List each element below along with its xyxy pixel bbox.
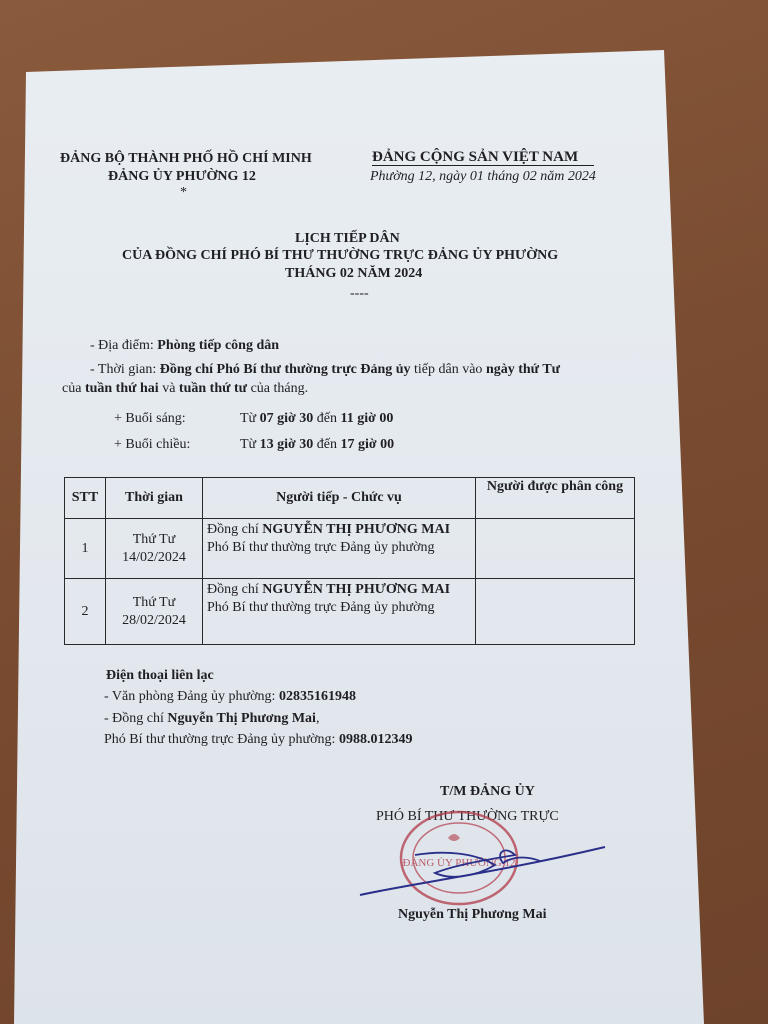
morning-time [240, 410, 393, 428]
location-line [90, 337, 279, 355]
contact-heading: Điện thoại liên lạc [106, 668, 214, 683]
row-time [106, 519, 203, 579]
contact-office-label: - Văn phòng Đảng ủy phường: [104, 689, 279, 704]
row-day: Thứ Tư [132, 594, 176, 610]
row-date: 28/02/2024 [122, 612, 186, 628]
header-underline [372, 165, 594, 166]
row-position: Phó Bí thư thường trực Đảng ủy phường [207, 540, 435, 555]
time-part-7: của tháng. [247, 381, 309, 396]
header-party-committee: ĐẢNG BỘ THÀNH PHỐ HỒ CHÍ MINH [60, 151, 312, 166]
contact-person-suffix: , [315, 711, 320, 726]
row-time [106, 579, 203, 645]
signature-role: PHÓ BÍ THƯ THƯỜNG TRỰC [376, 809, 559, 824]
afternoon-to: 17 giờ 00 [340, 437, 395, 452]
row-person-prefix: Đồng chí [207, 582, 263, 597]
signature-name: Nguyễn Thị Phương Mai [398, 907, 547, 922]
time-line2-prefix: của [62, 381, 85, 396]
row-person [203, 519, 476, 579]
title-line-3: THÁNG 02 NĂM 2024 [285, 266, 423, 281]
handwritten-signature-icon [355, 825, 610, 900]
header-party-name: ĐẢNG CỘNG SẢN VIỆT NAM [372, 149, 579, 165]
location-value: Phòng tiếp công dân [157, 338, 280, 353]
header-person: Người tiếp - Chức vụ [203, 478, 476, 519]
time-part-6: tuần thứ tư [178, 381, 248, 396]
morning-mid: đến [313, 411, 341, 426]
contact-person-phone: 0988.012349 [338, 732, 413, 747]
row-stt: 2 [65, 579, 106, 645]
time-part-5: và [158, 381, 179, 396]
row-person [203, 579, 476, 645]
location-label: - Địa điểm: [90, 338, 158, 353]
header-date: Phường 12, ngày 01 tháng 02 năm 2024 [370, 169, 596, 184]
header-ward-committee: ĐẢNG ỦY PHƯỜNG 12 [108, 169, 256, 184]
title-separator: ---- [350, 286, 369, 301]
title-line-1: LỊCH TIẾP DÂN [295, 231, 400, 246]
row-date: 14/02/2024 [122, 549, 186, 565]
stamp-text: ĐẢNG ỦY PHƯỜNG 12 [402, 857, 516, 869]
contact-office-line [104, 688, 356, 706]
afternoon-time [240, 436, 394, 454]
time-part-3: ngày thứ Tư [485, 362, 561, 377]
schedule-table [64, 477, 635, 645]
row-day: Thứ Tư [132, 531, 176, 547]
signature-tm: T/M ĐẢNG ỦY [440, 784, 535, 799]
row-assigned [476, 519, 635, 579]
afternoon-pre: Từ [240, 437, 260, 452]
header-time: Thời gian [106, 478, 203, 519]
time-label: - Thời gian: [90, 362, 160, 377]
afternoon-label: + Buổi chiều: [114, 437, 191, 452]
header-star: * [180, 185, 187, 200]
row-assigned [476, 579, 635, 645]
time-part-4: tuần thứ hai [84, 381, 159, 396]
contact-person-name: Nguyễn Thị Phương Mai [167, 711, 316, 726]
morning-label: + Buổi sáng: [114, 411, 186, 426]
row-person-prefix: Đồng chí [207, 522, 263, 537]
title-line-2: CỦA ĐỒNG CHÍ PHÓ BÍ THƯ THƯỜNG TRỰC ĐẢNG ỦY PHƯỜNG [122, 248, 559, 263]
morning-pre: Từ [240, 411, 260, 426]
contact-person-prefix: - Đồng chí [104, 711, 168, 726]
row-person-name: NGUYỄN THỊ PHƯƠNG MAI [262, 522, 451, 537]
time-line-2 [62, 380, 308, 398]
afternoon-mid: đến [313, 437, 341, 452]
table-header-row [65, 478, 635, 519]
time-part-2: tiếp dân vào [410, 362, 486, 377]
morning-from: 07 giờ 30 [259, 411, 314, 426]
time-part-1: Đồng chí Phó Bí thư thường trực Đảng ủy [159, 362, 411, 377]
header-assigned: Người được phân công [476, 478, 635, 519]
contact-office-phone: 02835161948 [278, 689, 356, 704]
row-position: Phó Bí thư thường trực Đảng ủy phường [207, 600, 435, 615]
header-stt: STT [65, 478, 106, 519]
table-row [65, 519, 635, 579]
row-stt: 1 [65, 519, 106, 579]
morning-to: 11 giờ 00 [340, 411, 394, 426]
table-row [65, 579, 635, 645]
contact-person-line [104, 710, 319, 728]
contact-role-line [104, 731, 412, 749]
row-person-name: NGUYỄN THỊ PHƯƠNG MAI [262, 582, 451, 597]
contact-role-label: Phó Bí thư thường trực Đảng ủy phường: [104, 732, 339, 747]
afternoon-from: 13 giờ 30 [259, 437, 314, 452]
time-line-1 [90, 361, 560, 379]
